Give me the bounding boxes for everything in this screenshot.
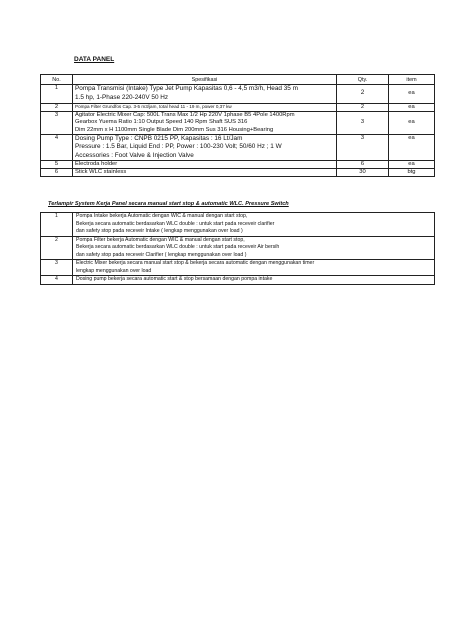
row-no: 3 (41, 260, 73, 276)
row-qty: 6 (337, 160, 389, 168)
table-row (41, 276, 435, 285)
header-no: No. (41, 75, 73, 85)
row-no: 6 (41, 169, 73, 177)
row-desc (73, 276, 435, 285)
row-desc (73, 236, 435, 260)
row-item: ea (389, 85, 435, 104)
row-qty: 2 (337, 85, 389, 104)
row-spec (73, 112, 337, 135)
table-row (41, 169, 435, 177)
table-row (41, 160, 435, 168)
row-desc (73, 260, 435, 276)
table-row (41, 112, 435, 135)
header-item: item (389, 75, 435, 85)
spec-line: Pompa Filter Grundfos Cap. 3-5 m3/jam, total head 11 - 19 m, power 0,37 kw (75, 103, 232, 109)
spec-line: Agitator Electric Mixer Cap: 500L Trans Max 1/2 Hp 220V 1phase B5 4Pole 1400Rpm (75, 112, 295, 119)
row-qty: 3 (337, 134, 389, 160)
spec-line: Accessories : Foot Valve & Injection Valve (75, 151, 194, 159)
desc-line: Electric Mixer bekerja secara manual start stop & bekerja secara automatic dengan menggunakan timer (76, 260, 315, 267)
row-qty: 3 (337, 112, 389, 135)
spec-line: Dim 22mm x H 1100mm Single Blade Dim 200mm Sus 316 Housing+Bearing (75, 126, 274, 133)
panel-spec-table (40, 74, 435, 177)
desc-line: Pompa Intake bekerja Automatic dengan WIC & manual dengan start stop, (76, 213, 248, 219)
row-qty: 30 (337, 169, 389, 177)
row-item: ea (389, 160, 435, 168)
table-row (41, 85, 435, 104)
desc-line: Pompa Filter bekerja Automatic dengan WIC & manual dengan start stop, (76, 236, 245, 243)
header-qty: Qty. (337, 75, 389, 85)
table-row (41, 260, 435, 276)
table-row (41, 103, 435, 111)
desc-line: Dosing pump bekerja secara automatic start & stop bersamaan dengan pompa intake (76, 276, 273, 283)
table-row (41, 236, 435, 260)
row-no: 4 (41, 276, 73, 285)
row-spec (73, 169, 337, 177)
row-qty: 2 (337, 103, 389, 111)
table-row (41, 134, 435, 160)
spec-line: 1.5 hp, 1-Phase 220-240V 50 Hz (75, 93, 169, 101)
spec-line: Pompa Transmisi (Intake) Type Jet Pump Kapasitas 0,6 - 4,5 m3/h, Head 35 m (75, 85, 298, 92)
system-heading: Terlampir System Kerja Panel secara manual start stop & automatic WLC. Pressure Switch (48, 201, 289, 207)
spec-line: Gearbox Yuema Ratio 1:10 Output Speed 140 Rpm Shaft SUS 316 (75, 119, 248, 126)
row-no: 1 (41, 213, 73, 237)
desc-line: Bekerja secara automatic berdasarkan WLC double : untuk start pada receveir Air bersih (76, 244, 280, 251)
row-item: ea (389, 134, 435, 160)
desc-line: Bekerja secara automatic berdasarkan WLC double : untuk start pada receveir clarifier (76, 220, 275, 227)
row-desc (73, 213, 435, 237)
row-spec (73, 85, 337, 104)
row-no: 4 (41, 134, 73, 160)
desc-line: lengkap menggunakan over load (76, 267, 152, 274)
spec-line: Dosing Pump Type : CNPB 0215 PP, Kapasitas : 16 Lt/Jam (75, 134, 243, 142)
row-item: btg (389, 169, 435, 177)
header-spec: Spesifikasi (73, 75, 337, 85)
row-spec (73, 103, 337, 111)
spec-line: Electroda holder (75, 160, 118, 167)
row-spec (73, 160, 337, 168)
row-no: 2 (41, 236, 73, 260)
row-no: 3 (41, 112, 73, 135)
row-item: ea (389, 112, 435, 135)
row-no: 2 (41, 103, 73, 111)
document-title: DATA PANEL (74, 56, 115, 63)
spec-line: Stick WLC stainless (75, 169, 127, 176)
desc-line: dan safety stop pada receveir Clarifier ( lengkap menggunakan over load ) (76, 251, 247, 258)
table-row (41, 213, 435, 237)
row-no: 1 (41, 85, 73, 104)
system-work-table (40, 212, 435, 285)
row-no: 5 (41, 160, 73, 168)
desc-line: dan safety stop pada receveir Intake ( lengkap menggunakan over load ) (76, 228, 243, 235)
row-spec (73, 134, 337, 160)
spec-line: Pressure : 1.5 Bar, Liquid End : PP, Power : 100-230 Volt; 50/60 Hz ; 1 W (75, 143, 282, 151)
row-item: ea (389, 103, 435, 111)
table-header-row (41, 75, 435, 85)
